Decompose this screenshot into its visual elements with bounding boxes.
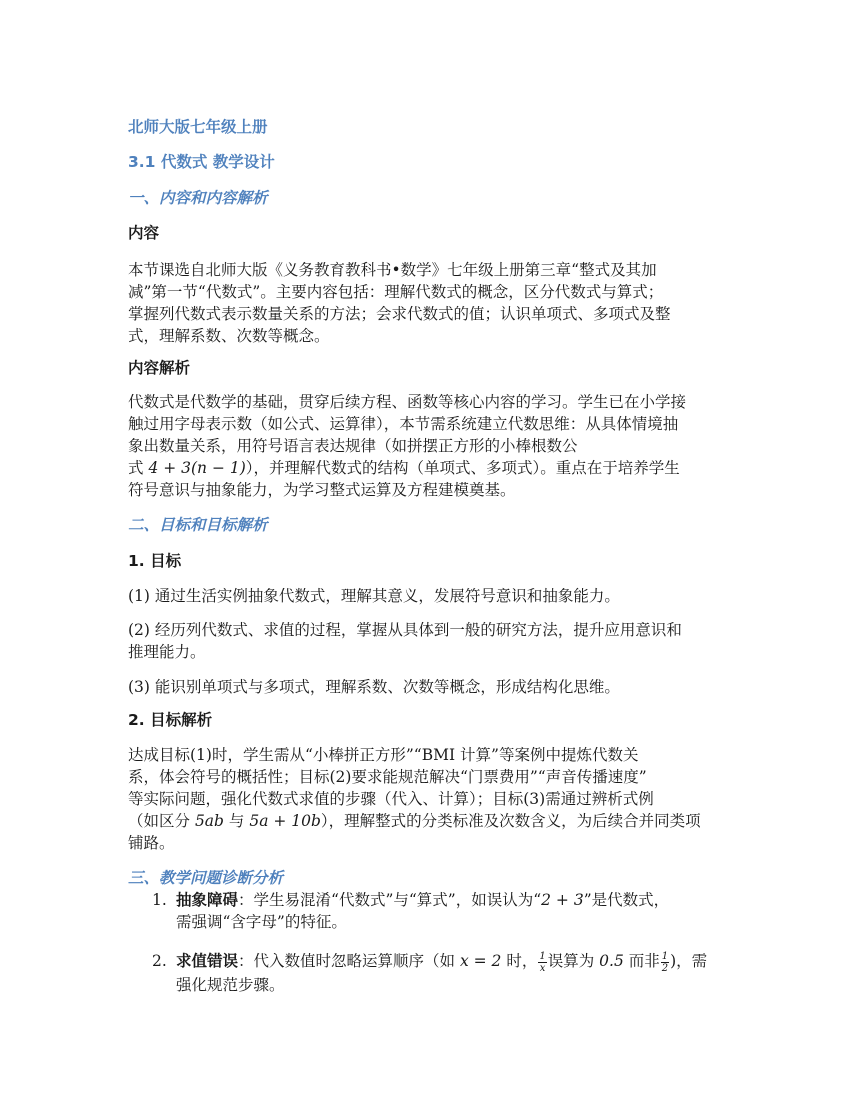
document-title: 3.1 代数式 教学设计	[128, 153, 275, 171]
formula-inline: 2 + 3	[541, 891, 584, 909]
text-run: （如区分	[128, 812, 195, 830]
paragraph-line: 铺路。	[128, 834, 175, 852]
paragraph-line: 达成目标(1)时，学生需从“小棒拼正方形”“BMI 计算”等案例中提炼代数关	[128, 746, 639, 764]
text-run: 误算为	[547, 952, 600, 970]
section-heading-content: 一、内容和内容解析	[128, 189, 268, 207]
list-number: 1.	[152, 891, 167, 909]
fraction-numerator: 1	[539, 950, 546, 962]
paragraph-line: 象出数量关系，用符号语言表达规律（如拼摆正方形的小棒根数公	[128, 437, 578, 455]
list-item	[176, 889, 669, 911]
formula-inline: 0.5	[599, 952, 624, 970]
list-item-keyword: 求值错误	[176, 952, 239, 970]
list-item-keyword: 抽象障碍	[176, 891, 239, 909]
formula-inline: 5ab	[194, 812, 224, 830]
formula-inline: 5a + 10b	[249, 812, 321, 830]
fraction-denominator: x	[539, 962, 546, 974]
paragraph-line: 式，理解系数、次数等概念。	[128, 327, 330, 345]
content-label: 内容	[128, 224, 160, 242]
text-run: ），并理解代数式的结构（单项式、多项式）。重点在于培养学生	[245, 459, 680, 477]
text-run: ”是代数式，	[583, 891, 670, 909]
goal-item: (2) 经历列代数式、求值的过程，掌握从具体到一般的研究方法，提升应用意识和	[128, 621, 682, 639]
goal-label: 1. 目标	[128, 552, 182, 570]
paragraph-line: 符号意识与抽象能力，为学习整式运算及方程建模奠基。	[128, 481, 516, 499]
book-label: 北师大版七年级上册	[128, 118, 268, 136]
paragraph-line: 等实际问题，强化代数式求值的步骤（代入、计算）；目标(3)需通过辨析式例	[128, 790, 654, 808]
fraction	[538, 951, 546, 974]
goal-item: (1) 通过生活实例抽象代数式，理解其意义，发展符号意识和抽象能力。	[128, 587, 620, 605]
paragraph-line: 系，体会符号的概括性；目标(2)要求能规范解决“门票费用”“声音传播速度”	[128, 768, 647, 786]
text-run: 式	[128, 459, 149, 477]
paragraph-line: 代数式是代数学的基础，贯穿后续方程、函数等核心内容的学习。学生已在小学接	[128, 393, 687, 411]
paragraph-line	[128, 810, 701, 832]
paragraph-line: 减”第一节“代数式”。主要内容包括：理解代数式的概念，区分代数式与算式；	[128, 283, 664, 301]
text-run: 时，	[501, 952, 538, 970]
goal-item: 推理能力。	[128, 643, 206, 661]
list-number: 2.	[152, 952, 167, 970]
text-run: )，需	[670, 952, 708, 970]
paragraph-line: 掌握列代数式表示数量关系的方法；会求代数式的值；认识单项式、多项式及整	[128, 305, 671, 323]
text-run: ），理解整式的分类标准及次数含义，为后续合并同类项	[320, 812, 701, 830]
section-heading-diagnosis: 三、教学问题诊断分析	[128, 869, 284, 887]
formula-inline: x = 2	[459, 952, 502, 970]
goal-analysis-label: 2. 目标解析	[128, 711, 213, 729]
section-heading-goals: 二、目标和目标解析	[128, 516, 268, 534]
list-item-continued: 需强调“含字母”的特征。	[176, 913, 347, 931]
list-item-continued: 强化规范步骤。	[176, 976, 285, 994]
paragraph-line: 本节课选自北师大版《义务教育教科书•数学》七年级上册第三章“整式及其加	[128, 261, 657, 279]
paragraph-line: 触过用字母表示数（如公式、运算律），本节需系统建立代数思维：从具体情境抽	[128, 415, 679, 433]
text-run: 与	[223, 812, 250, 830]
fraction-numerator: 1	[661, 950, 669, 962]
list-item	[176, 950, 707, 974]
formula-inline: 4 + 3(n − 1)	[148, 459, 246, 477]
paragraph-line	[128, 457, 680, 479]
content-analysis-label: 内容解析	[128, 359, 191, 377]
text-run: 而非	[623, 952, 660, 970]
goal-item: (3) 能识别单项式与多项式，理解系数、次数等概念，形成结构化思维。	[128, 678, 620, 696]
fraction-denominator: 2	[661, 962, 669, 974]
text-run: ：代入数值时忽略运算顺序（如	[238, 952, 460, 970]
fraction	[661, 951, 669, 974]
text-run: ：学生易混淆“代数式”与“算式”，如误认为“	[238, 891, 542, 909]
